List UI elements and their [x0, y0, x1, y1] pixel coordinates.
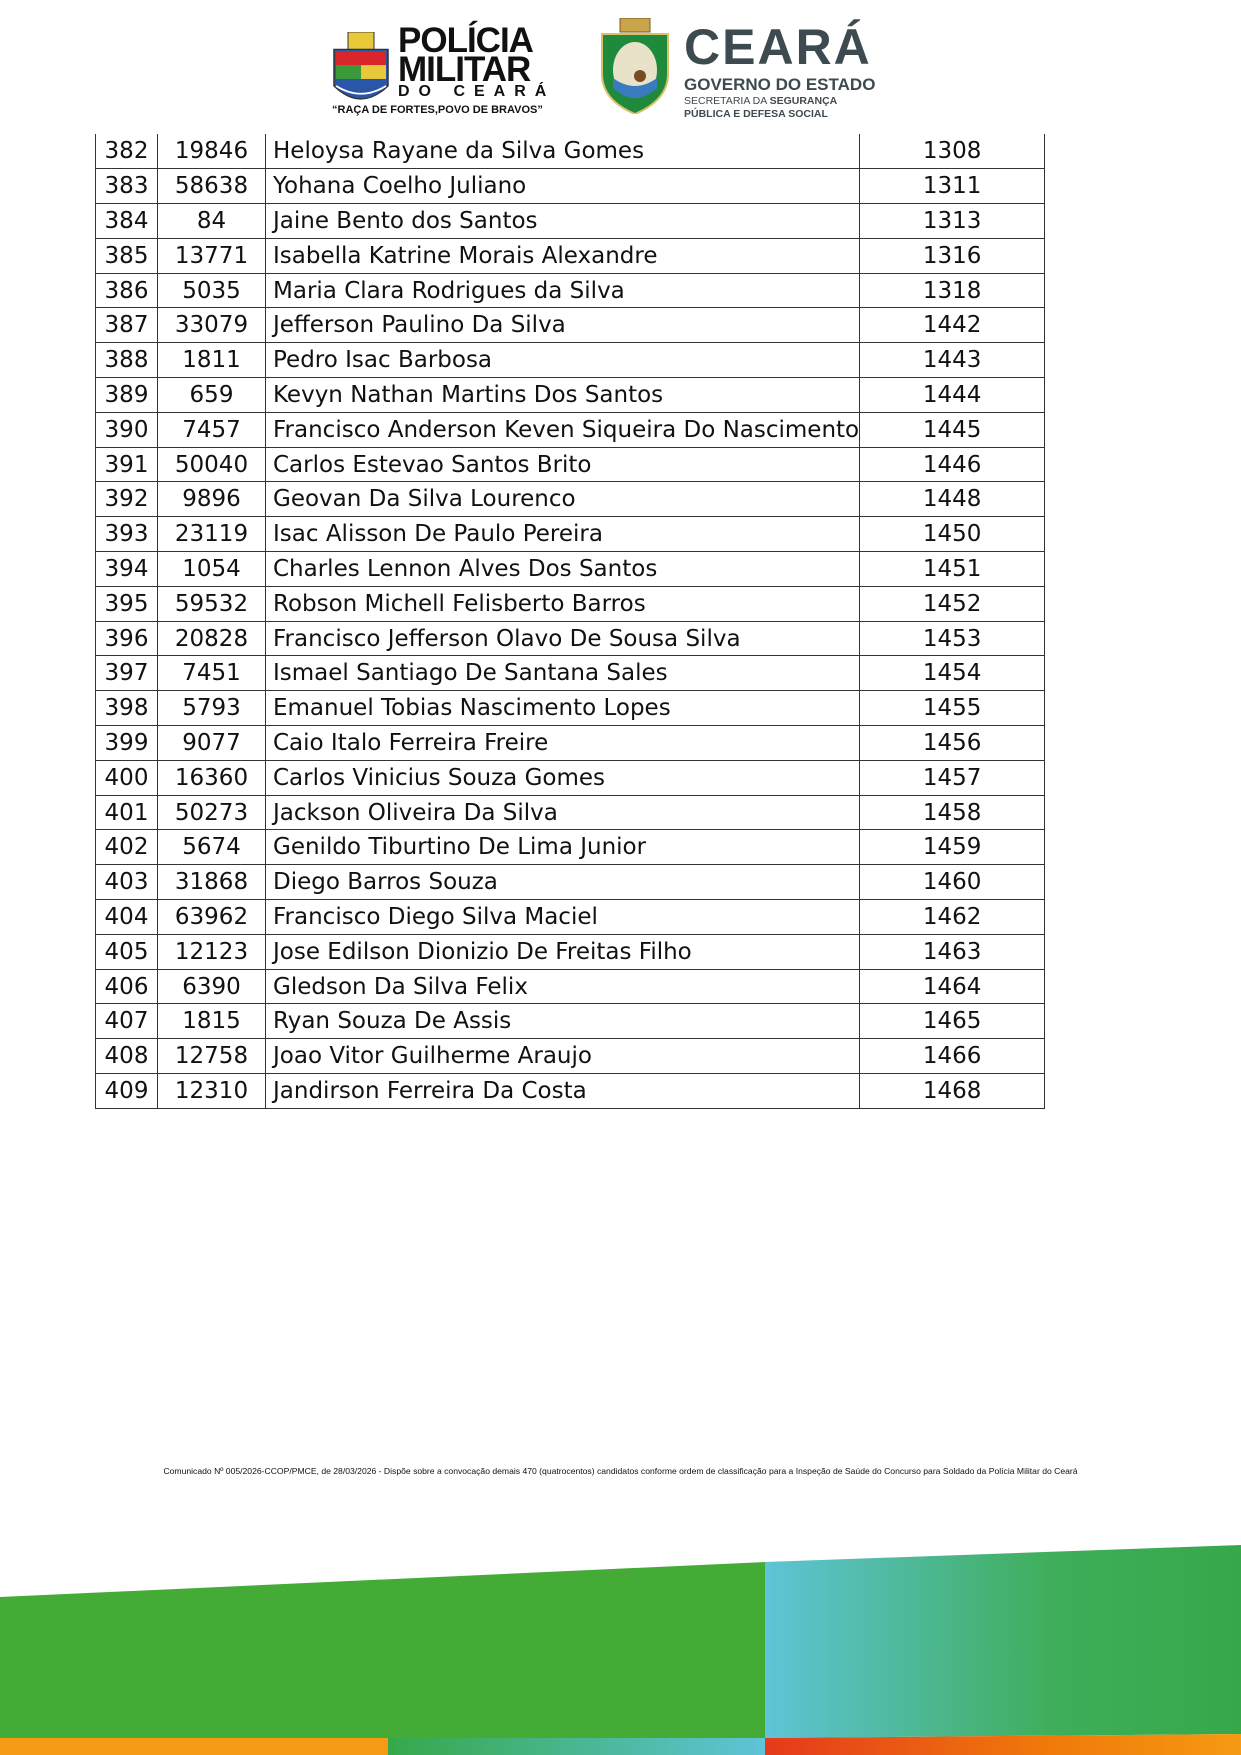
- table-row: [96, 204, 1045, 239]
- table-row: [96, 865, 1045, 900]
- row-registration: 1811: [158, 343, 266, 378]
- row-order: 388: [96, 343, 158, 378]
- table-row: [96, 900, 1045, 935]
- table-row: [96, 482, 1045, 517]
- policia-motto: “RAÇA DE FORTES,POVO DE BRAVOS”: [332, 104, 543, 116]
- row-registration: 1815: [158, 1004, 266, 1039]
- row-order: 402: [96, 830, 158, 865]
- table-row: [96, 726, 1045, 761]
- row-registration: 12310: [158, 1074, 266, 1109]
- row-order: 403: [96, 865, 158, 900]
- logo-line-part: PÚBLICA E DEFESA SOCIAL: [684, 108, 828, 120]
- table-row: [96, 760, 1045, 795]
- footer-decorative-stripes: [0, 1500, 1241, 1755]
- row-order: 400: [96, 760, 158, 795]
- row-name: Kevyn Nathan Martins Dos Santos: [266, 378, 860, 413]
- row-order: 392: [96, 482, 158, 517]
- row-order: 398: [96, 691, 158, 726]
- row-classification: 1444: [860, 378, 1045, 413]
- row-order: 382: [96, 134, 158, 169]
- row-classification: 1455: [860, 691, 1045, 726]
- logo-line: CEARÁ: [684, 19, 872, 75]
- row-order: 394: [96, 552, 158, 587]
- table-row: [96, 830, 1045, 865]
- row-order: 383: [96, 169, 158, 204]
- row-name: Gledson Da Silva Felix: [266, 969, 860, 1004]
- row-classification: 1456: [860, 726, 1045, 761]
- row-registration: 12758: [158, 1039, 266, 1074]
- table-row: [96, 517, 1045, 552]
- row-name: Francisco Anderson Keven Siqueira Do Nascimento: [266, 412, 860, 447]
- row-classification: 1311: [860, 169, 1045, 204]
- page-header: [0, 14, 1241, 134]
- row-classification: 1463: [860, 934, 1045, 969]
- row-order: 395: [96, 586, 158, 621]
- row-registration: 1054: [158, 552, 266, 587]
- footer-note: Comunicado Nº 005/2026-CCOP/PMCE, de 28/03/2026 - Dispõe sobre a convocação demais 470 (quatrocentos) candidatos conforme ordem de classificação para a Inspeção de Saúde do Concurso para Soldado da Polícia Militar do Ceará: [163, 1466, 1078, 1476]
- row-name: Maria Clara Rodrigues da Silva: [266, 273, 860, 308]
- row-classification: 1459: [860, 830, 1045, 865]
- row-name: Isac Alisson De Paulo Pereira: [266, 517, 860, 552]
- row-name: Geovan Da Silva Lourenco: [266, 482, 860, 517]
- row-order: 399: [96, 726, 158, 761]
- row-name: Carlos Vinicius Souza Gomes: [266, 760, 860, 795]
- row-order: 397: [96, 656, 158, 691]
- row-name: Emanuel Tobias Nascimento Lopes: [266, 691, 860, 726]
- row-name: Jackson Oliveira Da Silva: [266, 795, 860, 830]
- orange-bar: [0, 1738, 388, 1755]
- row-name: Jaine Bento dos Santos: [266, 204, 860, 239]
- row-registration: 5793: [158, 691, 266, 726]
- logo-line: GOVERNO DO ESTADO: [684, 75, 876, 94]
- table-row: [96, 308, 1045, 343]
- row-name: Genildo Tiburtino De Lima Junior: [266, 830, 860, 865]
- row-name: Francisco Jefferson Olavo De Sousa Silva: [266, 621, 860, 656]
- row-order: 389: [96, 378, 158, 413]
- row-classification: 1451: [860, 552, 1045, 587]
- row-classification: 1464: [860, 969, 1045, 1004]
- logo-line: [684, 95, 875, 108]
- row-classification: 1308: [860, 134, 1045, 169]
- row-name: Charles Lennon Alves Dos Santos: [266, 552, 860, 587]
- row-name: Ryan Souza De Assis: [266, 1004, 860, 1039]
- row-order: 406: [96, 969, 158, 1004]
- row-order: 385: [96, 238, 158, 273]
- policia-militar-logo-text: [398, 21, 556, 100]
- row-registration: 20828: [158, 621, 266, 656]
- row-registration: 9077: [158, 726, 266, 761]
- green-cyan-bar: [388, 1738, 765, 1755]
- ceara-coat-of-arms-icon: [598, 18, 672, 114]
- row-classification: 1468: [860, 1074, 1045, 1109]
- table-row: [96, 656, 1045, 691]
- row-name: Jose Edilson Dionizio De Freitas Filho: [266, 934, 860, 969]
- row-classification: 1466: [860, 1039, 1045, 1074]
- row-registration: 6390: [158, 969, 266, 1004]
- ceara-logo-text: [684, 20, 875, 121]
- row-classification: 1458: [860, 795, 1045, 830]
- logo-line: MILITAR: [398, 50, 531, 89]
- row-order: 390: [96, 412, 158, 447]
- row-name: Caio Italo Ferreira Freire: [266, 726, 860, 761]
- row-registration: 59532: [158, 586, 266, 621]
- row-classification: 1452: [860, 586, 1045, 621]
- row-order: 393: [96, 517, 158, 552]
- table-row: [96, 412, 1045, 447]
- row-registration: 23119: [158, 517, 266, 552]
- row-order: 384: [96, 204, 158, 239]
- row-order: 409: [96, 1074, 158, 1109]
- row-registration: 50040: [158, 447, 266, 482]
- row-order: 391: [96, 447, 158, 482]
- green-stripe: [0, 1562, 765, 1738]
- row-registration: 12123: [158, 934, 266, 969]
- row-order: 408: [96, 1039, 158, 1074]
- logo-line: [684, 108, 875, 121]
- row-registration: 31868: [158, 865, 266, 900]
- row-classification: 1318: [860, 273, 1045, 308]
- row-order: 404: [96, 900, 158, 935]
- table-row: [96, 169, 1045, 204]
- row-order: 405: [96, 934, 158, 969]
- table-row: [96, 378, 1045, 413]
- row-name: Yohana Coelho Juliano: [266, 169, 860, 204]
- row-name: Jandirson Ferreira Da Costa: [266, 1074, 860, 1109]
- row-registration: 13771: [158, 238, 266, 273]
- row-registration: 33079: [158, 308, 266, 343]
- row-registration: 19846: [158, 134, 266, 169]
- row-classification: 1316: [860, 238, 1045, 273]
- row-registration: 58638: [158, 169, 266, 204]
- row-registration: 5674: [158, 830, 266, 865]
- row-classification: 1313: [860, 204, 1045, 239]
- row-registration: 16360: [158, 760, 266, 795]
- row-registration: 7457: [158, 412, 266, 447]
- row-classification: 1445: [860, 412, 1045, 447]
- table-row: [96, 134, 1045, 169]
- table-row: [96, 273, 1045, 308]
- row-name: Diego Barros Souza: [266, 865, 860, 900]
- row-registration: 9896: [158, 482, 266, 517]
- row-name: Carlos Estevao Santos Brito: [266, 447, 860, 482]
- row-name: Heloysa Rayane da Silva Gomes: [266, 134, 860, 169]
- table-row: [96, 586, 1045, 621]
- row-classification: 1454: [860, 656, 1045, 691]
- table-row: [96, 1074, 1045, 1109]
- logo-line-part: SECRETARIA DA: [684, 95, 770, 107]
- logo-line: DO CEARÁ: [398, 83, 556, 100]
- row-registration: 7451: [158, 656, 266, 691]
- row-order: 396: [96, 621, 158, 656]
- logo-line-part: SEGURANÇA: [769, 95, 838, 107]
- row-classification: 1465: [860, 1004, 1045, 1039]
- policia-militar-crest-icon: [330, 32, 392, 112]
- row-order: 401: [96, 795, 158, 830]
- row-registration: 659: [158, 378, 266, 413]
- row-classification: 1450: [860, 517, 1045, 552]
- table-row: [96, 447, 1045, 482]
- row-classification: 1457: [860, 760, 1045, 795]
- row-name: Francisco Diego Silva Maciel: [266, 900, 860, 935]
- teal-stripe: [765, 1545, 1241, 1738]
- table-row: [96, 343, 1045, 378]
- row-name: Joao Vitor Guilherme Araujo: [266, 1039, 860, 1074]
- row-classification: 1453: [860, 621, 1045, 656]
- row-order: 407: [96, 1004, 158, 1039]
- row-order: 387: [96, 308, 158, 343]
- table-row: [96, 1004, 1045, 1039]
- row-name: Jefferson Paulino Da Silva: [266, 308, 860, 343]
- row-order: 386: [96, 273, 158, 308]
- row-name: Robson Michell Felisberto Barros: [266, 586, 860, 621]
- table-row: [96, 552, 1045, 587]
- row-classification: 1460: [860, 865, 1045, 900]
- row-registration: 63962: [158, 900, 266, 935]
- row-classification: 1462: [860, 900, 1045, 935]
- row-name: Ismael Santiago De Santana Sales: [266, 656, 860, 691]
- row-name: Pedro Isac Barbosa: [266, 343, 860, 378]
- table-row: [96, 795, 1045, 830]
- table-row: [96, 1039, 1045, 1074]
- table-row: [96, 621, 1045, 656]
- table-row: [96, 969, 1045, 1004]
- row-classification: 1442: [860, 308, 1045, 343]
- row-registration: 50273: [158, 795, 266, 830]
- row-classification: 1448: [860, 482, 1045, 517]
- table-row: [96, 691, 1045, 726]
- table-row: [96, 934, 1045, 969]
- row-classification: 1446: [860, 447, 1045, 482]
- row-name: Isabella Katrine Morais Alexandre: [266, 238, 860, 273]
- logo-line: POLÍCIA: [398, 21, 533, 60]
- row-registration: 84: [158, 204, 266, 239]
- candidates-table: [95, 134, 1045, 1109]
- row-classification: 1443: [860, 343, 1045, 378]
- row-registration: 5035: [158, 273, 266, 308]
- table-row: [96, 238, 1045, 273]
